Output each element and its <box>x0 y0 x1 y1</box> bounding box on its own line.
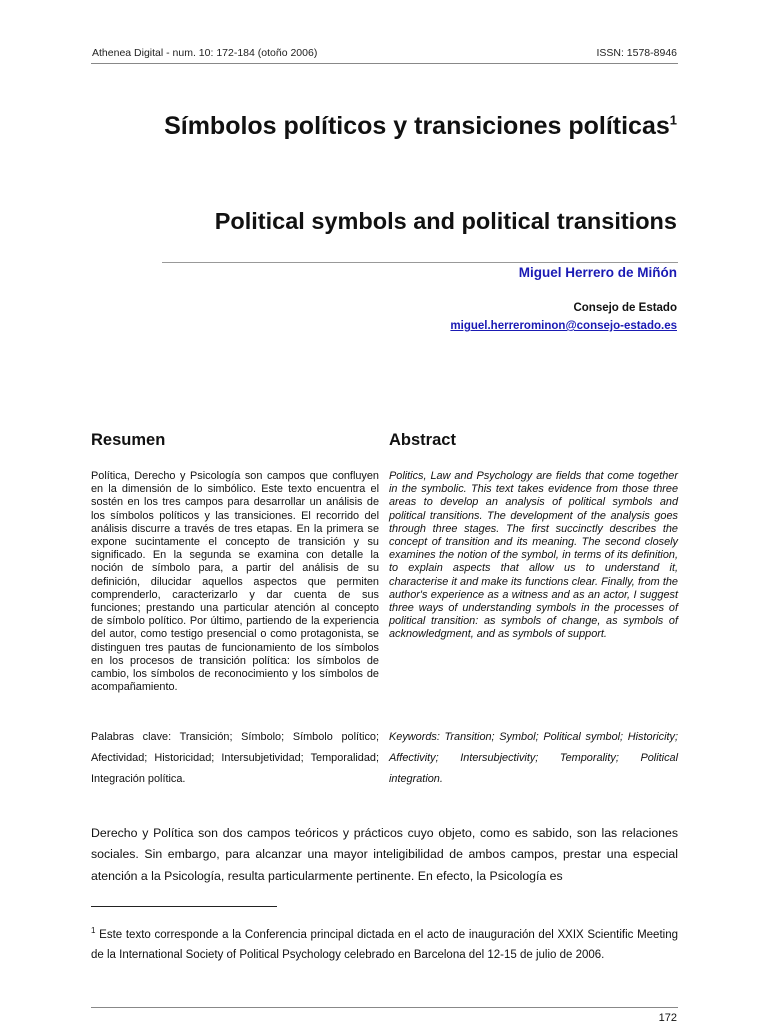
title-divider <box>162 262 678 263</box>
resumen-text: Política, Derecho y Psicología son campos que confluyen en la dimensión de lo simbólico. Este texto encuentra el sostén en los tres campos para desarrollar un análisis de los símbolos políticos y las transiciones. El recorrido del análisis discurre a través de tres etapas. En la primera se expone sucintamente el concepto de transición y su significado. En la segunda se examina con detalle la noción de símbolo para, a partir del análisis de su definición, dilucidar aquellos aspectos que permiten comprenderlo, caracterizarlo y dar cuenta de sus funciones; prestando una particular atención al concepto de símbolo político. Por último, partiendo de la experiencia del autor, como testigo presencial o como protagonista, se distinguen tres pautas de funcionamiento de los símbolos en los procesos de transición política: los símbolos de cambio, los símbolos de reconocimiento y los símbolos de acompañamiento. <box>91 470 379 694</box>
body-paragraph: Derecho y Política son dos campos teóricos y prácticos cuyo objeto, como es sabido, son las relaciones sociales. Sin embargo, para alcanzar una mayor inteligibilidad de ambos campos, prestar una especial atención a la Psicología, resulta particularmente pertinente. En efecto, la Psicología es <box>91 826 678 883</box>
footnote <box>91 926 678 965</box>
abstract-text: Politics, Law and Psychology are fields that come together in the symbolic. This text takes evidence from those three areas to develop an analysis of political symbols and political transitions. The development of the analysis goes through three stages. The first succinctly describes the concept of transition and its meaning. The second closely examines the notion of the symbol, in terms of its definition, to explain aspects that allow us to understand it, characterise it and make its functions clear. Finally, from the author's experience as a witness and as an actor, I suggest three ways of understanding symbols in the processes of political transition: as symbols of change, as symbols of acknowledgment, and as symbols of support. <box>389 470 678 641</box>
author-affiliation: Consejo de Estado <box>573 302 677 314</box>
footnote-marker: 1 <box>91 926 96 936</box>
abstract-keywords-list: Transition; Symbol; Political symbol; Historicity; Affectivity; Intersubjectivity; Temporality; Political integration. <box>389 731 678 785</box>
author-email-link[interactable]: miguel.herrerominon@consejo-estado.es <box>450 320 677 332</box>
abstract-keywords <box>389 727 678 789</box>
issn-header: ISSN: 1578-8946 <box>596 47 677 59</box>
resumen-keywords <box>91 727 379 789</box>
abstract-keywords-label: Keywords: <box>389 731 440 743</box>
page-number: 172 <box>658 1012 677 1024</box>
title-spanish-text: Símbolos políticos y transiciones políticas <box>164 112 670 140</box>
resumen-keywords-label: Palabras clave: <box>91 731 172 743</box>
journal-header: Athenea Digital - num. 10: 172-184 (otoño 2006) <box>92 47 318 59</box>
footnote-text: Este texto corresponde a la Conferencia principal dictada en el acto de inauguración del XXIX Scientific Meeting de la International Society of Political Psychology celebrado en Barcelona del 12-15 de julio de 2006. <box>91 929 678 961</box>
author-name: Miguel Herrero de Miñón <box>518 265 677 280</box>
header-divider <box>91 63 678 64</box>
resumen-heading: Resumen <box>91 431 166 449</box>
title-english: Political symbols and political transitions <box>214 208 677 234</box>
title-spanish <box>117 104 677 148</box>
footnote-divider <box>91 906 277 907</box>
footer-divider <box>91 1007 678 1008</box>
abstract-heading: Abstract <box>389 431 456 449</box>
resumen-keywords-list: Transición; Símbolo; Símbolo político; Afectividad; Historicidad; Intersubjetividad; Temporalidad; Integración política. <box>91 731 379 785</box>
title-footnote-marker[interactable]: 1 <box>669 112 677 128</box>
